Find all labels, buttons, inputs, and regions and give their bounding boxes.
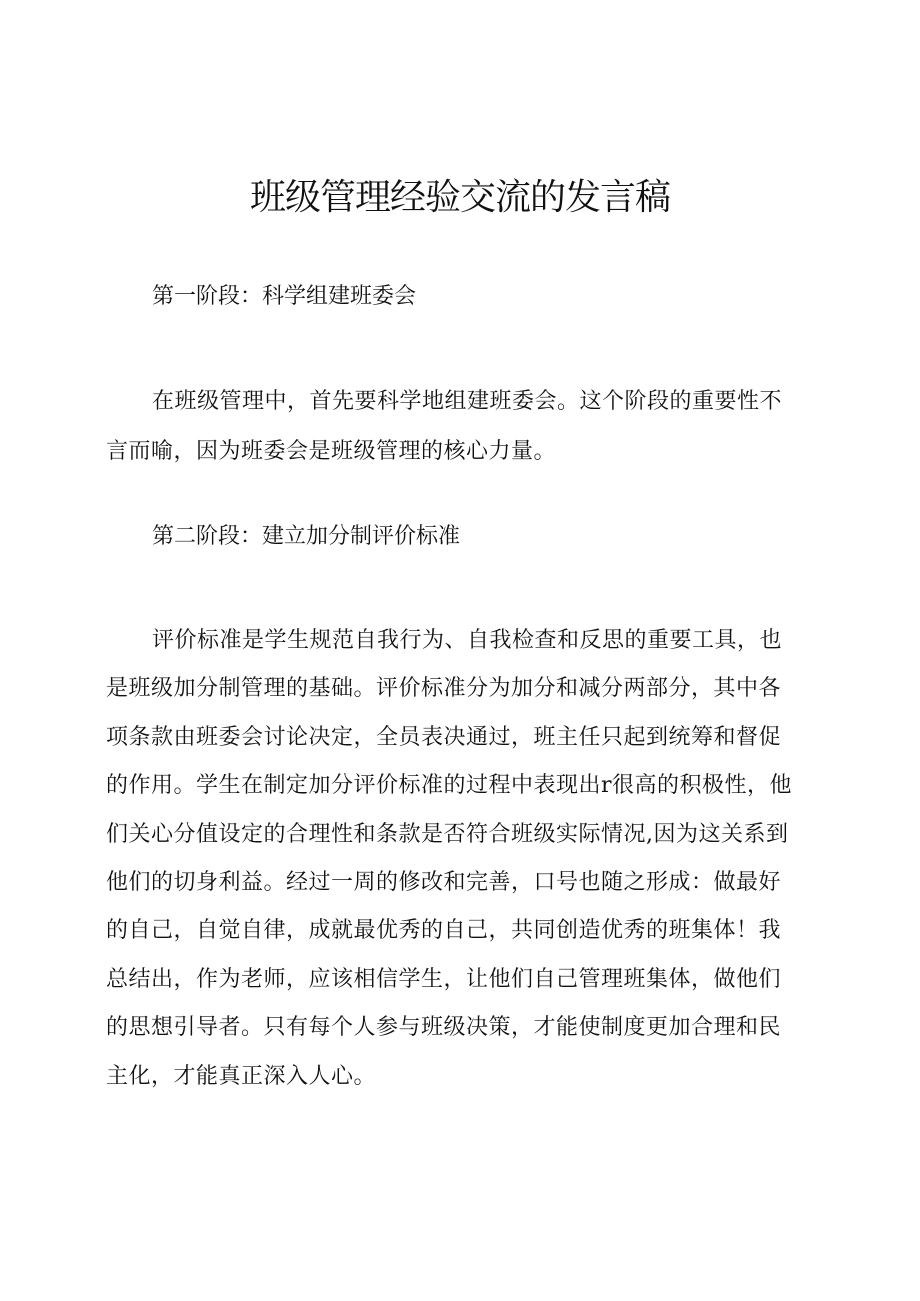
paragraph-line: 们关心分值设定的合理性和条款是否符合班级实际情况,因为这关系到 — [106, 821, 789, 847]
paragraph-line: 在班级管理中，首先要科学地组建班委会。这个阶段的重要性不 — [152, 389, 783, 414]
paragraph-line: 的自己，自觉自律，成就最优秀的自己，共同创造优秀的班集体！我 — [106, 918, 782, 944]
paragraph-line: 他们的切身利益。经过一周的修改和完善，口号也随之形成：做最好 — [106, 870, 782, 896]
paragraph-line: 评价标准是学生规范自我行为、自我检查和反思的重要工具，也 — [152, 628, 783, 653]
paragraph-line: 总结出，作为老师，应该相信学生，让他们自己管理班集体，做他们 — [106, 966, 782, 992]
paragraph-line: 项条款由班委会讨论决定，全员表决通过，班主任只起到统筹和督促 — [106, 724, 782, 750]
paragraph-line: 的思想引导者。只有每个人参与班级决策，才能使制度更加合理和民 — [106, 1015, 782, 1041]
paragraph-line: 的作用。学生在制定加分评价标准的过程中表现出r很高的积极性，他 — [106, 773, 793, 799]
paragraph-line: 主化，才能真正深入人心。 — [106, 1063, 377, 1089]
section-2-heading: 第二阶段：建立加分制评价标准 — [152, 524, 461, 549]
document-title: 班级管理经验交流的发言稿 — [249, 177, 670, 218]
section-2-paragraph — [106, 617, 812, 1101]
section-1-paragraph — [106, 377, 812, 477]
paragraph-line: 言而喻，因为班委会是班级管理的核心力量。 — [106, 439, 557, 464]
paragraph-line: 是班级加分制管理的基础。评价标准分为加分和减分两部分，其中各 — [106, 676, 782, 702]
section-1-heading: 第一阶段：科学组建班委会 — [152, 284, 417, 309]
